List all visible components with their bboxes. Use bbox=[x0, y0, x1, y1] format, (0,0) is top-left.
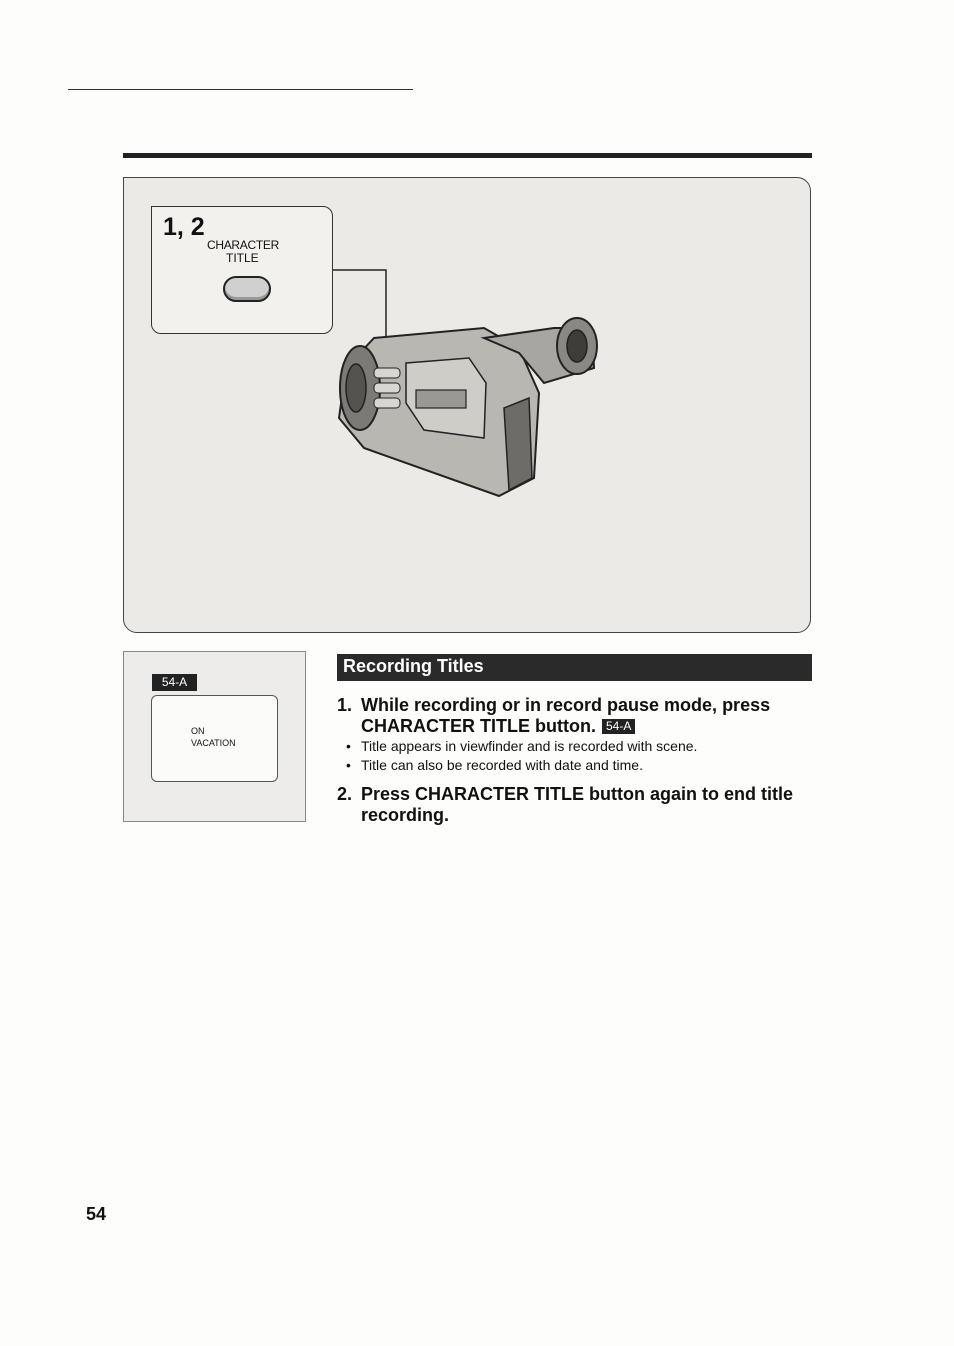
step-1-number: 1. bbox=[337, 695, 353, 715]
button-label-line1: CHARACTER bbox=[207, 238, 279, 252]
note-text: Title can also be recorded with date and time. bbox=[361, 757, 643, 773]
screen-title-line2: VACATION bbox=[191, 738, 236, 748]
step-1-figure-badge: 54-A bbox=[602, 719, 635, 734]
screen-title-line1: ON bbox=[191, 726, 205, 736]
button-label-line2: TITLE bbox=[226, 251, 259, 265]
step-1 bbox=[337, 695, 813, 741]
step-2-number: 2. bbox=[337, 784, 353, 804]
step-2-text: Press CHARACTER TITLE button again to end title recording. bbox=[361, 784, 794, 825]
viewfinder-screen-panel bbox=[123, 651, 306, 822]
section-heading: Recording Titles bbox=[343, 656, 484, 676]
figure-badge: 54-A bbox=[152, 674, 197, 691]
bullet-icon: • bbox=[346, 738, 351, 754]
page-number: 54 bbox=[86, 1204, 107, 1224]
camcorder-illustration-panel bbox=[123, 177, 811, 633]
character-title-button-icon bbox=[223, 276, 271, 302]
section-heading-bar bbox=[337, 654, 812, 681]
step-1-text: While recording or in record pause mode, press CHARACTER TITLE button. bbox=[361, 695, 771, 736]
section-rule bbox=[123, 153, 812, 158]
bullet-icon: • bbox=[346, 757, 351, 773]
step-numbers: 1, 2 bbox=[163, 213, 205, 241]
button-callout-box bbox=[151, 206, 333, 334]
step-2 bbox=[337, 784, 813, 830]
top-rule bbox=[68, 89, 413, 90]
step-1-note-2 bbox=[346, 757, 786, 775]
viewfinder-screen bbox=[151, 695, 278, 782]
step-1-note-1 bbox=[346, 738, 786, 756]
note-text: Title appears in viewfinder and is recorded with scene. bbox=[361, 738, 698, 754]
